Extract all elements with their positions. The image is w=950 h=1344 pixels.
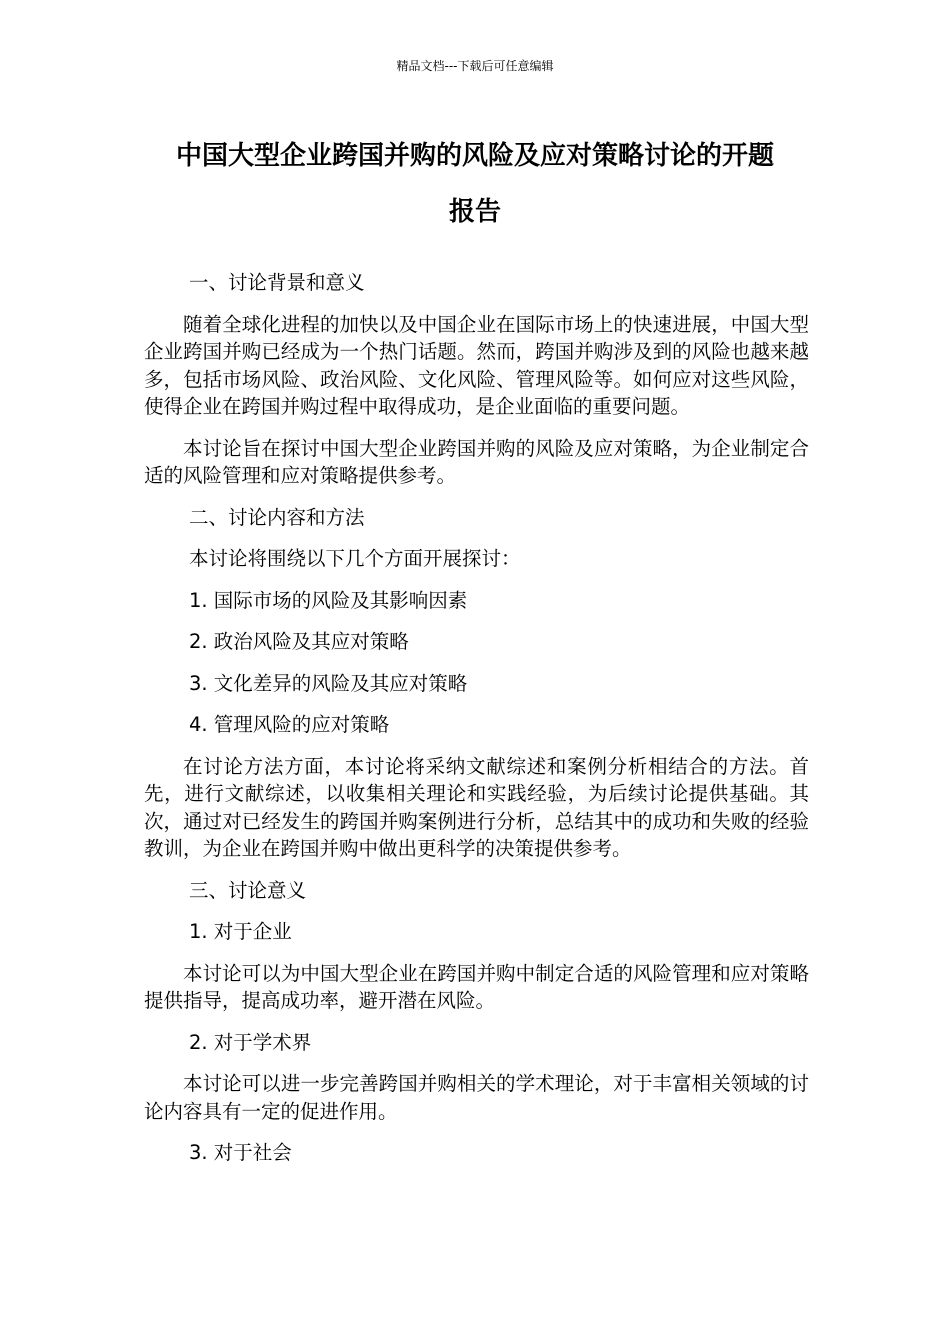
document-title: [130, 128, 820, 240]
document-body: [144, 269, 809, 1181]
section-heading-background: 一、讨论背景和意义: [189, 271, 365, 294]
significance-enterprise-text: 本讨论可以为中国大型企业在跨国并购中制定合适的风险管理和应对策略提供指导，提高成功率，避开潜在风险。: [144, 961, 809, 1012]
method-paragraph: 在讨论方法方面，本讨论将采纳文献综述和案例分析相结合的方法。首先，进行文献综述，以收集相关理论和实践经验，为后续讨论提供基础。其次，通过对已经发生的跨国并购案例进行分析，总结其中的成功和失败的经验教训，为企业在跨国并购中做出更科学的决策提供参考。: [144, 754, 809, 860]
significance-enterprise-heading: 1. 对于企业: [189, 920, 292, 943]
document-title-line-2: 报告: [448, 197, 501, 227]
header-note: 精品文档---下载后可任意编辑: [396, 59, 554, 73]
content-list-item: 2. 政治风险及其应对策略: [189, 630, 409, 653]
content-list-item: 3. 文化差异的风险及其应对策略: [189, 671, 468, 695]
content-list-item: 4. 管理风险的应对策略: [189, 713, 390, 736]
section-heading-significance: 三、讨论意义: [189, 878, 307, 902]
background-paragraph-1: 随着全球化进程的加快以及中国企业在国际市场上的快速进展，中国大型企业跨国并购已经成为一个热门话题。然而，跨国并购涉及到的风险也越来越多，包括市场风险、政治风险、文化风险、管理风险等。如何应对这些风险，使得企业在跨国并购过程中取得成功，是企业面临的重要问题。: [144, 312, 809, 418]
significance-academic-text: 本讨论可以进一步完善跨国并购相关的学术理论，对于丰富相关领域的讨论内容具有一定的促进作用。: [144, 1072, 809, 1123]
background-paragraph-2: 本讨论旨在探讨中国大型企业跨国并购的风险及应对策略，为企业制定合适的风险管理和应对策略提供参考。: [144, 436, 809, 487]
section-heading-content: 二、讨论内容和方法: [189, 505, 365, 529]
content-intro: 本讨论将围绕以下几个方面开展探讨：: [189, 547, 521, 570]
significance-academic-heading: 2. 对于学术界: [189, 1030, 312, 1054]
significance-society-heading: 3. 对于社会: [189, 1141, 292, 1164]
document-title-line-1: 中国大型企业跨国并购的风险及应对策略讨论的开题: [175, 141, 774, 171]
content-list-item: 1. 国际市场的风险及其影响因素: [189, 588, 468, 612]
